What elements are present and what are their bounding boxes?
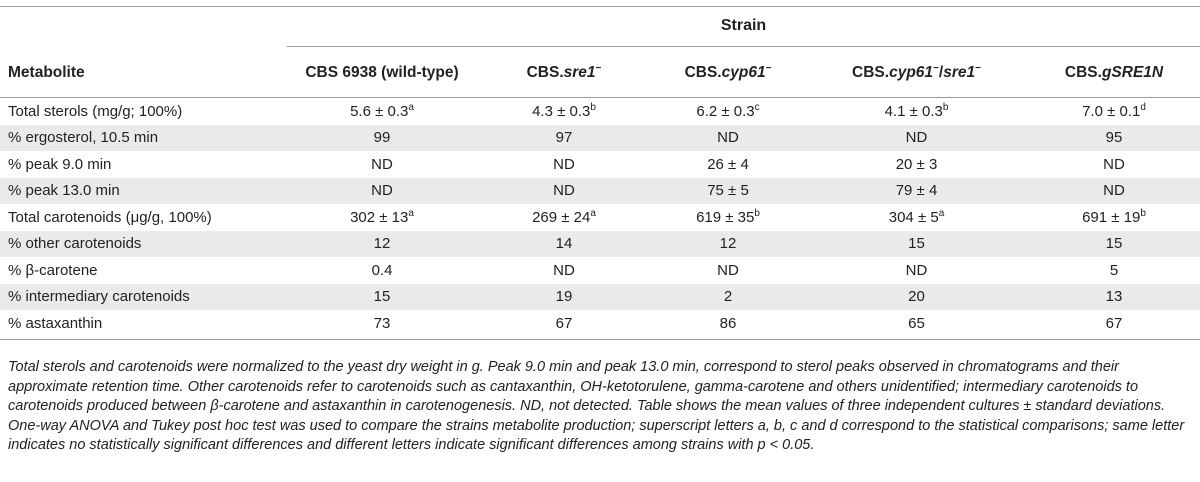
table-footnote: Total sterols and carotenoids were normalized to the yeast dry weight in g. Peak 9.0 min and peak 13.0 min, correspond to sterol peaks observed in chromatograms and their approximate retention time. Other carotenoids refer to carotenoids such as cantaxanthin, OH-ketotorulene, gamma-carotene and others unidentified; intermediary carotenoids to carotenoids produced between β-carotene and astaxanthin in carotenogenesis. ND, not detected. Table shows the mean values of three independent cultures ± standard deviations. One-way ANOVA and Tukey post hoc test was used to compare the strains metabolite production; superscript letters a, b, c and d correspond to the statistical comparisons; same letter indicates no statistically significant differences and different letters indicate significant differences among strains with p < 0.05. [8,359,1185,454]
metabolite-label: % peak 9.0 min [8,155,112,173]
table-cell [477,151,651,178]
table-row [0,284,1200,311]
knockout-superscript: − [765,62,772,74]
cell-value: 14 [555,235,573,253]
cell-value: 20 [908,288,925,306]
table-cell [1028,151,1200,178]
cell-value: 12 [373,235,391,253]
significance-letter: c [754,101,760,113]
strain-column-header [651,48,805,98]
cell-value: 97 [555,129,573,147]
cell-value: 20 ± 3 [895,155,938,173]
table-cell [287,151,477,178]
table-cell [1028,178,1200,205]
metabolite-label: % ergosterol, 10.5 min [0,125,287,152]
column-header-text: CBS. [526,64,564,81]
strain-name-italic: sre1 [943,64,976,81]
table-cell [651,204,805,231]
table-cell [805,151,1028,178]
significance-letter: b [590,101,596,113]
table-cell [1028,125,1200,152]
cell-value: ND [553,155,575,173]
cell-value: ND [1103,155,1125,173]
table-cell [287,231,477,258]
table-cell [477,98,651,125]
table-cell [651,151,805,178]
cell-value: 15 [1105,235,1123,253]
table-cell [651,98,805,125]
metabolite-column-header [0,48,287,98]
significance-letter: a [408,101,414,113]
column-header-text: CBS 6938 (wild-type) [305,64,459,81]
table-cell [1028,284,1200,311]
significance-letter: a [938,207,945,219]
table-cell [805,284,1028,311]
cell-value: 304 ± 5 [888,208,939,226]
cell-value: 5.6 ± 0.3 [350,102,409,120]
knockout-superscript: − [933,62,939,74]
column-header-text: CBS. [852,64,890,81]
metabolite-label: % intermediary carotenoids [0,284,287,311]
cell-value: 5 [1109,261,1119,279]
table-cell [651,125,805,152]
strain-name-italic: cyp61 [721,64,766,81]
metabolite-label: % peak 13.0 min [0,178,287,205]
table-bottom-rule [0,339,1200,340]
cell-value: 99 [373,129,391,147]
cell-value: ND [717,261,739,279]
cell-value: 619 ± 35 [696,208,755,226]
table-row [0,178,1200,205]
cell-value: 67 [555,314,573,332]
table-cell [287,125,477,152]
table-cell [651,310,805,337]
cell-value: ND [717,129,739,147]
cell-value: 6.2 ± 0.3 [696,102,755,120]
table-cell [805,98,1028,125]
table-row [0,257,1200,284]
table-cell [287,204,477,231]
knockout-superscript: − [595,62,602,74]
cell-value: 7.0 ± 0.1 [1082,102,1141,120]
cell-value: 79 ± 4 [895,182,938,200]
cell-value: 12 [719,235,737,253]
table-cell [651,231,805,258]
table-cell [287,98,477,125]
table-cell [477,310,651,337]
table-cell [477,204,651,231]
cell-value: ND [553,182,575,200]
table-cell [651,178,805,205]
strain-column-header [1028,48,1200,98]
metabolite-label: Total sterols (mg/g; 100%) [8,102,183,120]
strain-group-header: Strain [720,17,767,34]
table-cell [805,204,1028,231]
cell-value: ND [553,261,575,279]
cell-value: ND [1103,182,1125,200]
metabolite-label: % other carotenoids [0,231,287,258]
cell-value: 15 [908,235,925,253]
table-row [0,125,1200,152]
significance-letter: a [408,207,414,219]
table-cell [477,231,651,258]
cell-value: 15 [373,288,391,306]
table-cell [477,178,651,205]
cell-value: 67 [1105,314,1123,332]
table-cell [477,257,651,284]
strain-name-italic: sre1 [563,64,596,81]
table-cell [805,231,1028,258]
cell-value: 95 [1105,129,1123,147]
column-header-separator: / [938,64,944,81]
cell-value: 0.4 [371,261,393,279]
table-row [0,204,1200,231]
table-body [0,98,1200,337]
table-cell [287,284,477,311]
cell-value: 269 ± 24 [532,208,591,226]
significance-letter: a [590,207,596,219]
cell-value: ND [371,155,393,173]
table-row [0,151,1200,178]
table-cell [805,257,1028,284]
metabolite-label: % astaxanthin [8,314,103,332]
table-cell [287,178,477,205]
table-cell [805,125,1028,152]
cell-value: 13 [1105,288,1123,306]
column-header-text: CBS. [1064,64,1102,81]
strain-column-header [287,48,477,98]
column-header-row [0,48,1200,98]
table-cell [651,257,805,284]
column-header-text: CBS. [684,64,722,81]
cell-value: 26 ± 4 [707,155,749,173]
table-cell [1028,204,1200,231]
strain-name-italic: gSRE1N [1101,64,1164,81]
cell-value: 4.1 ± 0.3 [884,102,943,120]
significance-letter: d [1140,101,1146,113]
cell-value: ND [905,129,928,147]
strain-column-header [805,48,1028,98]
table-cell [1028,98,1200,125]
metabolite-label: Total carotenoids (μg/g, 100%) [8,208,212,226]
significance-letter: b [754,207,760,219]
table-row [0,310,1200,337]
strain-name-italic: cyp61 [889,64,934,81]
table-row [0,231,1200,258]
cell-value: 75 ± 5 [707,182,749,200]
cell-value: ND [371,182,393,200]
table-cell [805,310,1028,337]
significance-letter: b [1140,207,1146,219]
metabolite-label: % β-carotene [8,261,98,279]
cell-value: 19 [555,288,573,306]
table-cell [651,284,805,311]
cell-value: 302 ± 13 [350,208,409,226]
cell-value: 4.3 ± 0.3 [532,102,591,120]
knockout-superscript: − [975,62,981,74]
cell-value: 86 [719,314,737,332]
table-cell [1028,231,1200,258]
table-cell [477,125,651,152]
cell-value: 73 [373,314,391,332]
table-cell [805,178,1028,205]
cell-value: 65 [908,314,925,332]
table-cell [1028,310,1200,337]
table-cell [477,284,651,311]
table-row [0,98,1200,125]
significance-letter: b [942,101,949,113]
table-cell [287,257,477,284]
column-header-text: Metabolite [8,64,85,81]
cell-value: 691 ± 19 [1082,208,1141,226]
table-cell [287,310,477,337]
strain-column-header [477,48,651,98]
cell-value: ND [905,261,928,279]
cell-value: 2 [723,288,733,306]
table-cell [1028,257,1200,284]
